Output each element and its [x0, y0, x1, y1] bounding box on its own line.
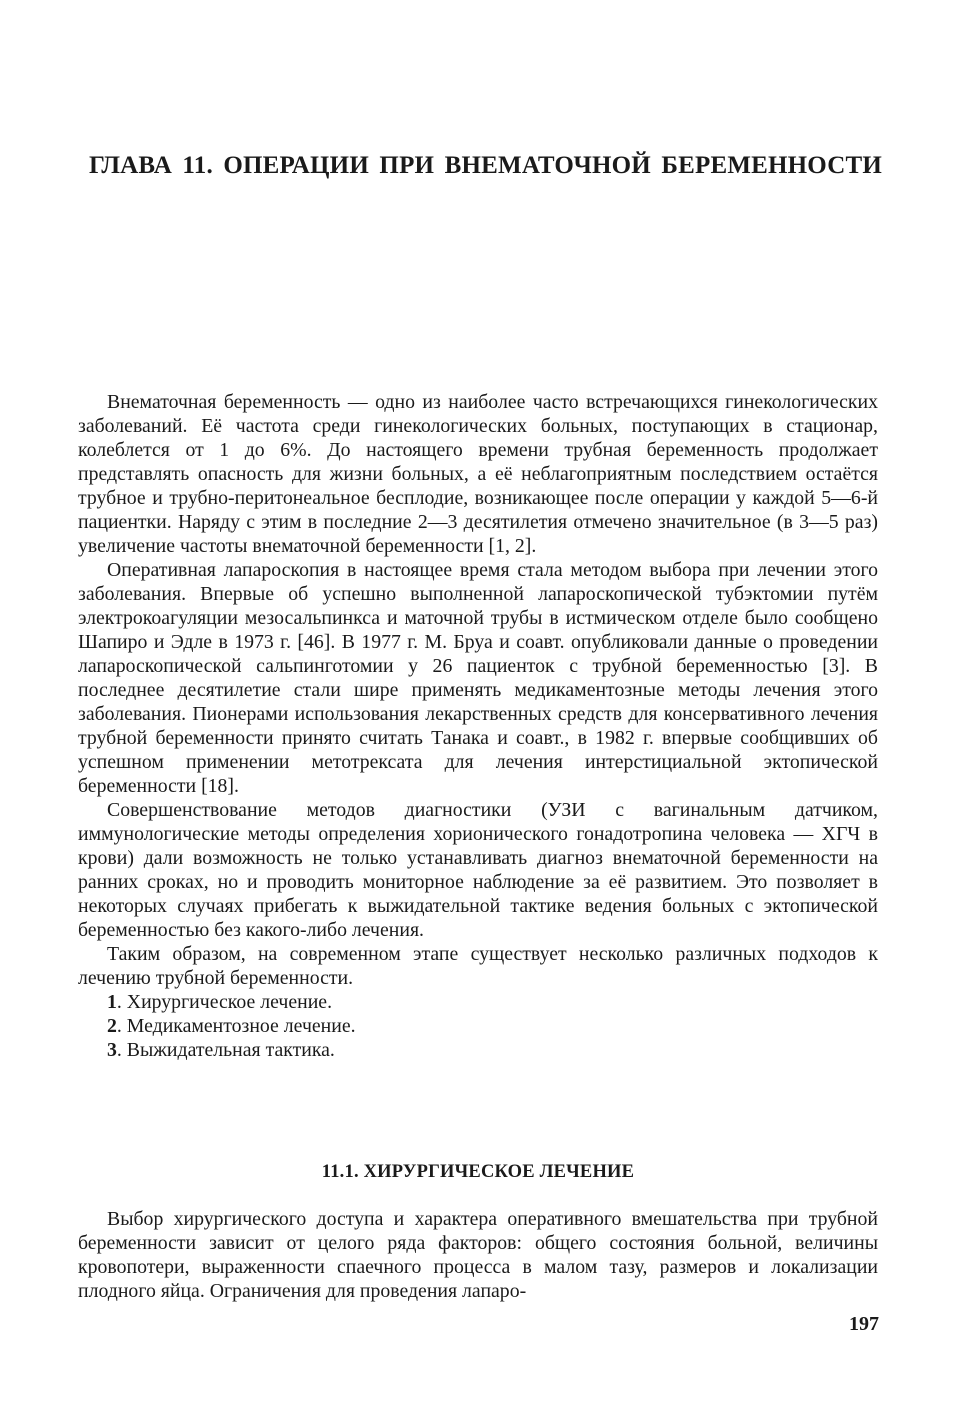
section-title: 11.1. ХИРУРГИЧЕСКОЕ ЛЕЧЕНИЕ [321, 1162, 635, 1182]
treatment-list [78, 990, 878, 1062]
list-item-text: . Выжидательная тактика. [116, 1039, 335, 1061]
paragraph: Внематочная беременность — одно из наиболее часто встречающихся гинекологических заболеваний. Её частота среди гинекологических больных, поступающих в стационар, колеблется от 1 до 6%. До настоящего времени трубная беременность продолжает представлять опасность для жизни больных, а её неблагоприятным последствием остаётся трубное и трубно-перитонеальное бесплодие, возникающее после операции у каждой 5—6-й пациентки. Наряду с этим в последние 2—3 десятилетия отмечено значительное (в 3—5 раз) увеличение частоты внематочной беременности [1, 2]. [78, 391, 878, 557]
section-text [78, 1207, 878, 1303]
list-item-text: . Медикаментозное лечение. [116, 1015, 356, 1037]
list-item-number: 2 [107, 1015, 117, 1037]
list-item [78, 990, 878, 1014]
list-item [78, 1014, 878, 1038]
page-number: 197 [849, 1313, 879, 1335]
paragraph: Выбор хирургического доступа и характера оперативного вмешательства при трубной беременности зависит от целого ряда факторов: общего состояния больной, величины кровопотери, выраженности спаечного процесса в малом тазу, размеров и локализации плодного яйца. Ограничения для проведения лапаро- [78, 1208, 878, 1302]
paragraph: Таким образом, на современном этапе существует несколько различных подходов к лечению трубной беременности. [78, 943, 878, 989]
paragraph: Оперативная лапароскопия в настоящее время стала методом выбора при лечении этого заболевания. Впервые об успешно выполненной лапароскопической тубэктомии путём электрокоагуляции мезосальпинкса и маточной трубы в истмическом отделе было сообщено Шапиро и Эдле в 1973 г. [46]. В 1977 г. М. Бруа и соавт. опубликовали данные о проведении лапароскопической сальпинготомии у 26 пациенток с трубной беременностью [3]. В последнее десятилетие стали шире применять медикаментозные методы лечения этого заболевания. Пионерами использования лекарственных средств для консервативного лечения трубной беременности принято считать Танака и соавт., в 1982 г. впервые сообщивших об успешном применении метотрексата для лечения интерстициальной эктопической беременности [18]. [78, 559, 878, 797]
list-item-text: . Хирургическое лечение. [116, 991, 333, 1013]
chapter-title: ГЛАВА 11. ОПЕРАЦИИ ПРИ ВНЕМАТОЧНОЙ БЕРЕМЕННОСТИ [89, 152, 883, 179]
list-item-number: 1 [107, 991, 117, 1013]
intro-text [78, 390, 878, 1062]
list-item [78, 1038, 878, 1062]
list-item-number: 3 [107, 1039, 117, 1061]
paragraph: Совершенствование методов диагностики (УЗИ с вагинальным датчиком, иммунологические методы определения хорионического гонадотропина человека — ХГЧ в крови) дали возможность не только устанавливать диагноз внематочной беременности на ранних сроках, но и проводить мониторное наблюдение за её развитием. Это позволяет в некоторых случаях прибегать к выжидательной тактике ведения больных с эктопической беременностью без какого-либо лечения. [78, 799, 878, 941]
